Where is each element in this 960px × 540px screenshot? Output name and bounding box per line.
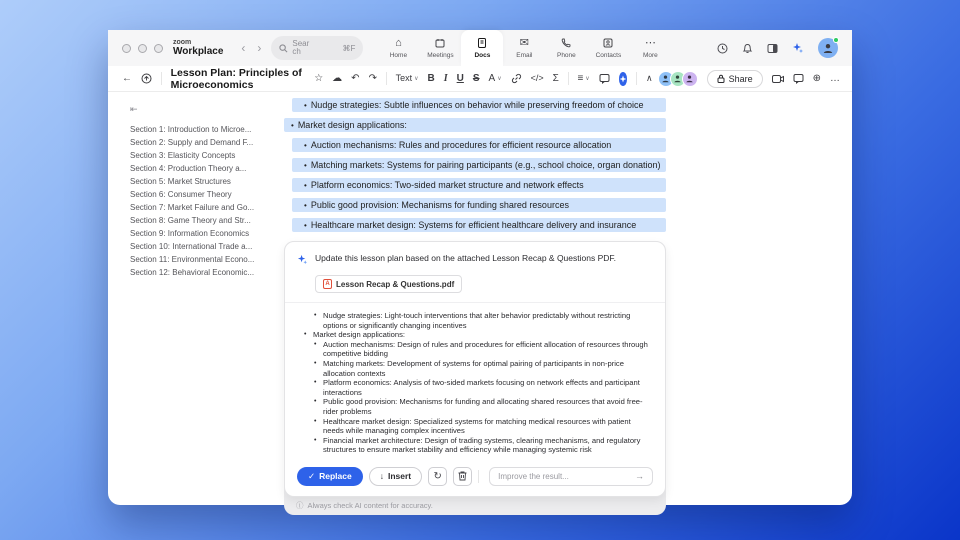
content-area	[108, 92, 852, 515]
user-avatar[interactable]	[818, 38, 838, 58]
phone-icon	[561, 38, 571, 50]
text-style-dropdown[interactable]: Text ∨	[395, 73, 419, 83]
ai-response-item: • Healthcare market design: Specialized systems for matching medical resources with patient needs while managing complex incentives	[295, 417, 651, 436]
close-button[interactable]	[122, 44, 131, 53]
contacts-icon	[603, 38, 613, 50]
tab-meetings[interactable]: Meetings	[419, 30, 461, 66]
document-title[interactable]: Lesson Plan: Principles of Microeconomics	[170, 66, 302, 91]
nav-back-icon[interactable]: ‹	[241, 41, 246, 55]
ai-response-item: • Public good provision: Mechanisms for funding and allocating shared resources that avoid free-rider problems	[295, 397, 651, 416]
underline-button[interactable]: U	[456, 72, 464, 84]
pdf-icon: A	[323, 279, 332, 289]
minimize-button[interactable]	[138, 44, 147, 53]
chevron-down-icon: ∨	[414, 75, 419, 82]
toc-item-section-6[interactable]: Section 6: Consumer Theory	[130, 190, 232, 199]
lock-icon	[717, 74, 725, 83]
ai-sparkle-icon	[297, 254, 308, 265]
ai-response-item: • Financial market architecture: Design of trading systems, clearing mechanisms, and regulatory structures to ensure market stability and efficiency while managing systemic risk	[295, 436, 651, 455]
brand-zoom: zoom	[173, 39, 192, 46]
table-of-contents	[108, 92, 284, 515]
info-icon: ⓘ	[296, 500, 304, 510]
collaborator-avatar-3	[682, 71, 698, 87]
improve-text-field[interactable]	[498, 472, 635, 481]
code-icon[interactable]: </>	[530, 73, 544, 83]
tab-more[interactable]: ⋯ More	[642, 36, 658, 59]
chevron-down-icon: ∨	[585, 75, 590, 82]
zoom-workplace-logo	[173, 30, 223, 66]
regenerate-button[interactable]	[428, 467, 447, 486]
online-status-dot	[833, 37, 839, 43]
tab-docs[interactable]: Docs	[461, 30, 503, 66]
ai-response-item: • Nudge strategies: Light-touch interventions that alter behavior predictably without restricting options or significantly changing incentives	[295, 311, 651, 330]
doc-home-icon[interactable]	[141, 73, 152, 84]
docs-icon	[477, 38, 487, 50]
cloud-save-icon: ☁	[332, 72, 343, 84]
ai-companion-panel	[284, 241, 666, 515]
replace-button[interactable]: ✓ Replace	[297, 467, 363, 486]
toc-item-section-8[interactable]: Section 8: Game Theory and Str...	[130, 216, 251, 225]
doc-bullet-row[interactable]: • Nudge strategies: Subtle influences on behavior while preserving freedom of choice	[292, 98, 666, 112]
align-icon: ≡	[577, 72, 584, 84]
toc-item-section-9[interactable]: Section 9: Information Economics	[130, 229, 250, 238]
doc-bullet-row[interactable]: • Matching markets: Systems for pairing participants (e.g., school choice, organ donation)	[292, 158, 666, 172]
toc-item-section-5[interactable]: Section 5: Market Structures	[130, 177, 231, 186]
top-nav-tabs	[377, 30, 671, 66]
collapse-toolbar-icon[interactable]: ∧	[646, 73, 653, 83]
tab-home[interactable]: ⌂ Home	[389, 36, 408, 59]
collaborator-avatars[interactable]	[662, 71, 698, 87]
ai-response-item: • Market design applications:	[295, 330, 651, 340]
arrow-down-icon: ↓	[379, 471, 384, 482]
ai-response-item: • Platform economics: Analysis of two-sided markets focusing on network effects and participant interactions	[295, 378, 651, 397]
ai-disclaimer: ⓘ Always check AI content for accuracy.	[296, 500, 433, 510]
app-window	[108, 30, 852, 510]
refresh-icon: ↻	[433, 470, 442, 482]
doc-bullet-row[interactable]: • Platform economics: Two-sided market structure and network effects	[292, 178, 666, 192]
tab-phone[interactable]: Phone	[545, 30, 587, 66]
notifications-bell-icon[interactable]	[742, 43, 753, 54]
globe-icon[interactable]: ⊕	[812, 72, 822, 84]
share-button[interactable]: Share	[707, 70, 763, 88]
ai-action-bar	[285, 459, 665, 496]
history-icon[interactable]	[717, 43, 728, 54]
toc-item-section-7[interactable]: Section 7: Market Failure and Go...	[130, 203, 255, 212]
email-icon: ✉	[519, 36, 529, 49]
ai-response	[285, 302, 665, 459]
toc-item-section-12[interactable]: Section 12: Behavioral Economic...	[130, 268, 255, 277]
video-camera-icon[interactable]	[772, 74, 784, 84]
search-placeholder: Search	[292, 39, 310, 56]
favorite-star-icon[interactable]: ☆	[314, 72, 324, 84]
toc-item-section-2[interactable]: Section 2: Supply and Demand F...	[130, 138, 254, 147]
search-icon	[279, 44, 288, 53]
brand-workplace: Workplace	[173, 46, 224, 57]
strikethrough-button[interactable]: S	[472, 72, 480, 84]
pdf-attachment-chip[interactable]	[315, 275, 462, 293]
link-icon[interactable]	[511, 73, 522, 84]
insert-button[interactable]: ↓ Insert	[369, 467, 422, 486]
submit-arrow-icon[interactable]: →	[635, 471, 644, 482]
comment-icon[interactable]	[599, 73, 610, 84]
ai-companion-button[interactable]	[619, 72, 628, 86]
toc-item-section-4[interactable]: Section 4: Production Theory a...	[130, 164, 247, 173]
tab-email[interactable]: ✉ Email	[516, 36, 533, 59]
side-panel-icon[interactable]	[767, 43, 778, 54]
search-shortcut: ⌘F	[342, 43, 356, 53]
calendar-icon	[435, 38, 445, 50]
italic-button[interactable]: I	[443, 72, 448, 84]
undo-icon[interactable]: ↶	[351, 72, 360, 84]
window-header	[108, 30, 852, 66]
ai-companion-icon[interactable]	[792, 42, 804, 54]
traffic-lights	[108, 30, 173, 66]
search-input[interactable]	[271, 36, 363, 60]
chat-icon[interactable]	[793, 73, 804, 84]
check-icon: ✓	[308, 470, 316, 481]
bold-button[interactable]: B	[427, 72, 435, 84]
attachment-filename: Lesson Recap & Questions.pdf	[336, 279, 455, 289]
ai-response-item: • Auction mechanisms: Design of rules and procedures for efficient allocation of resources through competitive bidding	[295, 340, 651, 359]
nav-forward-icon[interactable]: ›	[257, 41, 262, 55]
improve-result-input[interactable]	[489, 467, 653, 486]
ai-prompt-text: Update this lesson plan based on the attached Lesson Recap & Questions PDF.	[315, 253, 616, 263]
doc-back-icon[interactable]: ←	[122, 72, 132, 84]
doc-bullet-row[interactable]: • Healthcare market design: Systems for efficient healthcare delivery and insurance	[292, 218, 666, 232]
align-dropdown[interactable]	[577, 74, 589, 84]
redo-icon[interactable]: ↷	[368, 72, 377, 84]
trash-icon	[458, 471, 467, 481]
more-icon: ⋯	[644, 36, 656, 49]
toolbar-more-icon[interactable]: …	[830, 72, 841, 84]
doc-toolbar	[108, 66, 852, 92]
doc-bullet-row[interactable]: • Auction mechanisms: Rules and procedures for efficient resource allocation	[292, 138, 666, 152]
ai-response-item: • Matching markets: Development of systems for optimal pairing of participants in non-price allocation contexts	[295, 359, 651, 378]
tab-contacts[interactable]: Contacts	[587, 30, 629, 66]
doc-bullet-row[interactable]: • Public good provision: Mechanisms for funding shared resources	[292, 198, 666, 212]
maximize-button[interactable]	[154, 44, 163, 53]
formula-icon[interactable]: Σ	[552, 72, 559, 84]
toc-item-section-10[interactable]: Section 10: International Trade a...	[130, 242, 253, 251]
chevron-down-icon: ∨	[497, 75, 502, 82]
toc-item-section-3[interactable]: Section 3: Elasticity Concepts	[130, 151, 236, 160]
toc-collapse-icon[interactable]: ⇤	[130, 104, 138, 114]
home-icon: ⌂	[395, 36, 402, 49]
discard-button[interactable]	[453, 467, 472, 486]
text-color-button[interactable]: A ∨	[488, 72, 502, 84]
toc-item-section-11[interactable]: Section 11: Environmental Econo...	[130, 255, 255, 264]
right-margin	[666, 92, 852, 515]
toc-item-section-1[interactable]: Section 1: Introduction to Microe...	[130, 125, 252, 134]
doc-bullet-row[interactable]: • Market design applications:	[284, 118, 666, 132]
document-body	[284, 92, 666, 515]
